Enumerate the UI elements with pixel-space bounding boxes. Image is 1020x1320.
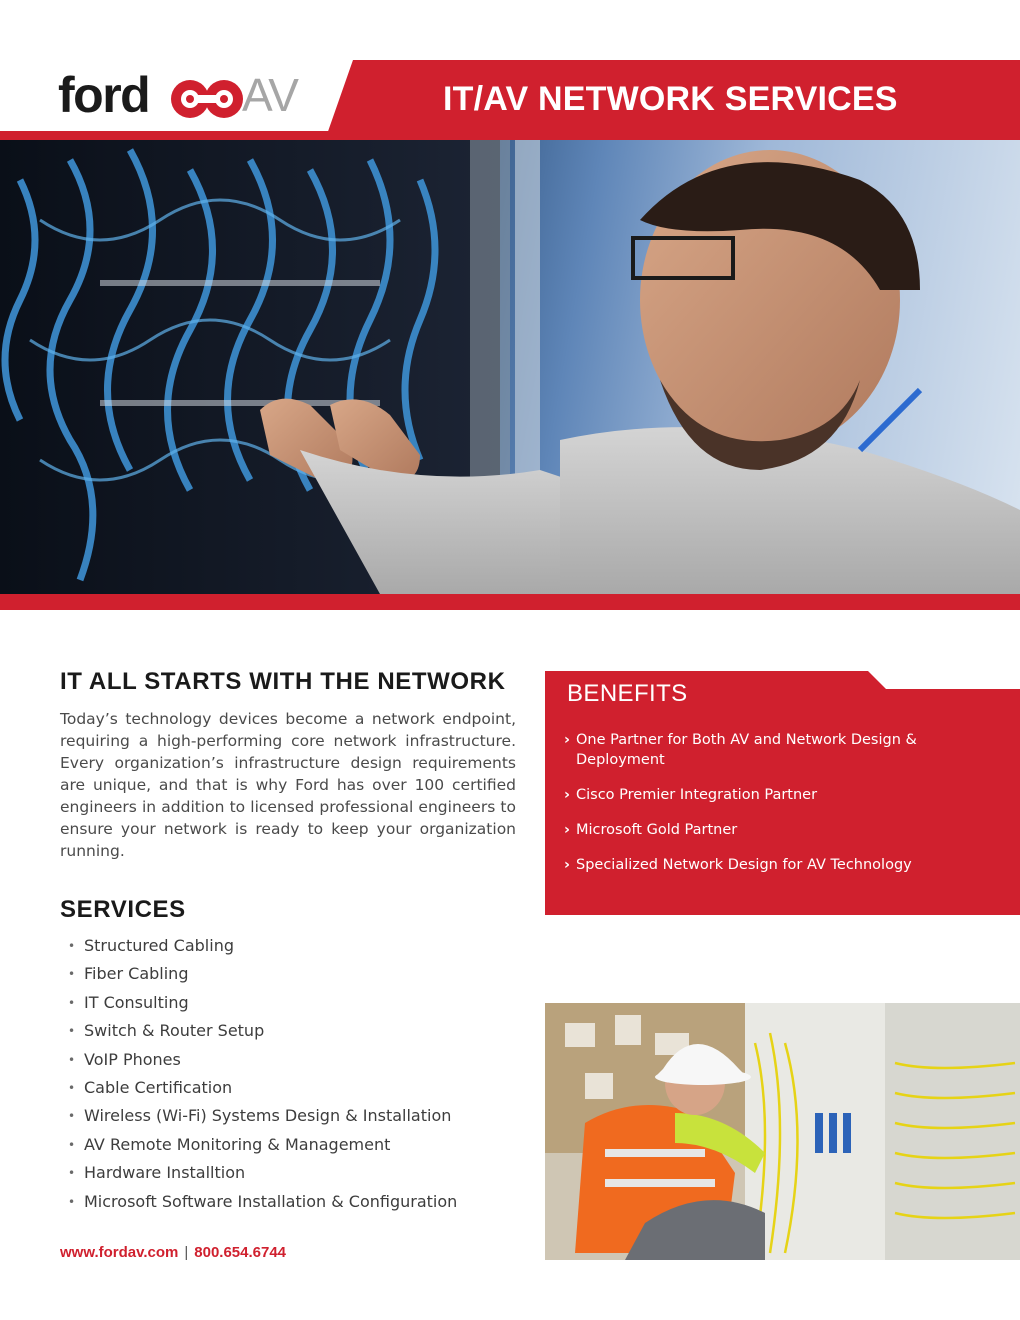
- list-item: • Fiber Cabling: [68, 960, 457, 988]
- benefit-item: › Specialized Network Design for AV Technology: [564, 857, 912, 873]
- fiber-technician-photo: [545, 1003, 1020, 1260]
- hero-divider: [0, 594, 1020, 610]
- bullet-icon: •: [68, 1137, 76, 1152]
- benefit-item: › Microsoft Gold Partner: [564, 822, 738, 838]
- page-title: IT/AV NETWORK SERVICES: [443, 80, 898, 118]
- bullet-icon: •: [68, 995, 76, 1010]
- services-list: [68, 932, 457, 1216]
- list-item: • Structured Cabling: [68, 932, 457, 960]
- bullet-icon: •: [68, 1109, 76, 1124]
- list-item: • Wireless (Wi-Fi) Systems Design & Installation: [68, 1102, 457, 1130]
- logo-suffix: AV: [242, 69, 298, 121]
- chevron-right-icon: ›: [564, 732, 570, 748]
- intro-paragraph: Today’s technology devices become a network endpoint, requiring a high-performing core network infrastructure. Every organization’s infrastructure design requirements are unique, and that is why Ford has over 100 certified engineers in addition to licensed professional engineers to ensure your network is ready to keep your organization running.: [60, 710, 516, 860]
- network-technician-image: [0, 140, 1020, 594]
- bullet-icon: •: [68, 1024, 76, 1039]
- list-item: • VoIP Phones: [68, 1046, 457, 1074]
- chevron-right-icon: ›: [564, 857, 570, 873]
- bullet-icon: •: [68, 939, 76, 953]
- logo-mark-icon: [170, 78, 246, 120]
- bullet-icon: •: [68, 1080, 76, 1095]
- list-item: • Switch & Router Setup: [68, 1017, 457, 1045]
- phone-number[interactable]: 800.654.6744: [194, 1244, 287, 1261]
- ford-av-logo: [58, 67, 298, 126]
- benefit-item: › One Partner for Both AV and Network Design & Deployment: [564, 732, 917, 768]
- list-item: • AV Remote Monitoring & Management: [68, 1131, 457, 1159]
- chevron-right-icon: ›: [564, 822, 570, 838]
- bullet-icon: •: [68, 967, 76, 982]
- services-heading: SERVICES: [60, 896, 186, 923]
- list-item: • Microsoft Software Installation & Configuration: [68, 1188, 457, 1216]
- benefits-heading: BENEFITS: [567, 680, 688, 707]
- list-item: • IT Consulting: [68, 989, 457, 1017]
- bullet-icon: •: [68, 1194, 76, 1209]
- chevron-right-icon: ›: [564, 787, 570, 803]
- footer-separator: |: [184, 1244, 189, 1261]
- benefits-notch: [868, 671, 1020, 689]
- header-divider: [0, 131, 1020, 140]
- hero-photo: [0, 140, 1020, 594]
- footer-contact: [60, 1244, 286, 1261]
- fiber-technician-image: [545, 1003, 1020, 1260]
- intro-heading: IT ALL STARTS WITH THE NETWORK: [60, 668, 506, 695]
- bullet-icon: •: [68, 1166, 76, 1181]
- benefit-item: › Cisco Premier Integration Partner: [564, 787, 818, 803]
- list-item: • Cable Certification: [68, 1074, 457, 1102]
- logo-word: ford: [58, 67, 150, 123]
- bullet-icon: •: [68, 1052, 76, 1067]
- list-item: • Hardware Installtion: [68, 1159, 457, 1187]
- website-link[interactable]: www.fordav.com: [60, 1244, 179, 1261]
